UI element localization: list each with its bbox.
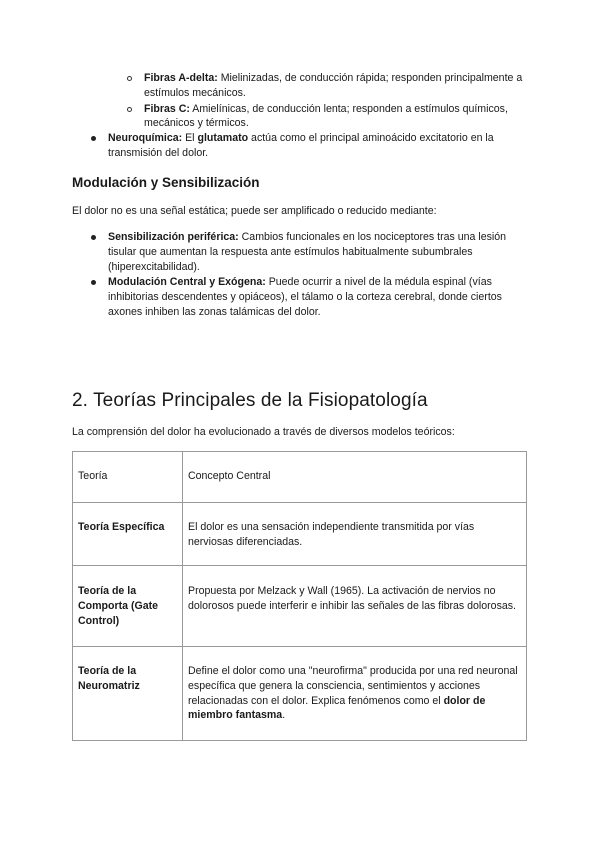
bullet-icon	[91, 136, 96, 141]
neurochemistry-list	[108, 131, 528, 161]
table-header-row	[73, 452, 527, 503]
list-item	[144, 102, 544, 132]
list-item-emphasis: glutamato	[197, 132, 249, 144]
table-row	[73, 566, 527, 647]
list-item	[108, 131, 528, 161]
table-row	[73, 503, 527, 566]
theory-name: Teoría Específica	[78, 521, 165, 533]
list-item-term: Sensibilización periférica:	[108, 231, 239, 243]
table-cell-concept	[183, 647, 527, 741]
concept-emphasis: dolor de miembro fantasma	[188, 694, 486, 722]
list-item-term: Modulación Central y Exógena:	[108, 276, 266, 289]
list-item-text: actúa como el principal aminoácido excitatorio en la transmisión del dolor.	[108, 132, 494, 159]
list-item	[144, 71, 544, 101]
page-heading: 2. Teorías Principales de la Fisiopatología	[72, 390, 428, 411]
list-item-text: Puede ocurrir a nivel de la médula espinal (vías inhibitorias descendentes y opiáceos), el tálamo o la corteza cerebral, donde ciertos axones inhiben las zonas talámicas del dolor.	[108, 276, 502, 318]
concept-text: Define el dolor como una "neurofirma" producida por una red neuronal específica que genera la consciencia, sentimientos y acciones relacionadas con el dolor. Explica fenómenos como el	[188, 665, 518, 707]
modulation-list	[108, 230, 528, 320]
section-heading: Modulación y Sensibilización	[72, 175, 260, 190]
table-header-cell: Teoría	[73, 452, 183, 503]
list-item-text: El	[182, 132, 198, 144]
list-item-term: Fibras C:	[144, 102, 190, 115]
concept-text: .	[282, 709, 286, 722]
list-item	[108, 230, 528, 274]
list-item-text: Mielinizadas, de conducción rápida; responden principalmente a estímulos mecánicos.	[144, 72, 523, 99]
nerve-fiber-list	[144, 71, 544, 131]
bullet-icon	[91, 280, 96, 285]
table-cell-concept: El dolor es una sensación independiente transmitida por vías nerviosas diferenciadas.	[183, 503, 527, 566]
theories-table	[72, 451, 527, 741]
table-header-cell: Concepto Central	[183, 452, 527, 503]
table-cell-theory	[73, 566, 183, 647]
list-item-term: Fibras A-delta:	[144, 72, 218, 84]
hollow-bullet-icon	[127, 107, 132, 112]
list-item-text: Cambios funcionales en los nociceptores tras una lesión tisular que aumentan la respuesta ante estímulos habitualmente subumbrales (hiperexcitabilidad).	[108, 231, 507, 273]
table-cell-concept: Propuesta por Melzack y Wall (1965). La activación de nervios no dolorosos puede interferir e inhibir las señales de las fibras dolorosas.	[183, 566, 527, 647]
theory-name: Teoría de la Comporta (Gate Control)	[78, 585, 159, 627]
section-intro: La comprensión del dolor ha evolucionado a través de diversos modelos teóricos:	[72, 426, 455, 438]
theory-name: Teoría de la Neuromatriz	[78, 665, 140, 692]
table-cell-theory	[73, 503, 183, 566]
table-row	[73, 647, 527, 741]
hollow-bullet-icon	[127, 76, 132, 81]
list-item-term: Neuroquímica:	[108, 132, 183, 144]
section-intro: El dolor no es una señal estática; puede ser amplificado o reducido mediante:	[72, 205, 437, 217]
list-item-text: Amielínicas, de conducción lenta; responden a estímulos químicos, mecánicos y térmicos.	[144, 102, 508, 130]
table-cell-theory	[73, 647, 183, 741]
list-item	[108, 275, 528, 319]
bullet-icon	[91, 235, 96, 240]
